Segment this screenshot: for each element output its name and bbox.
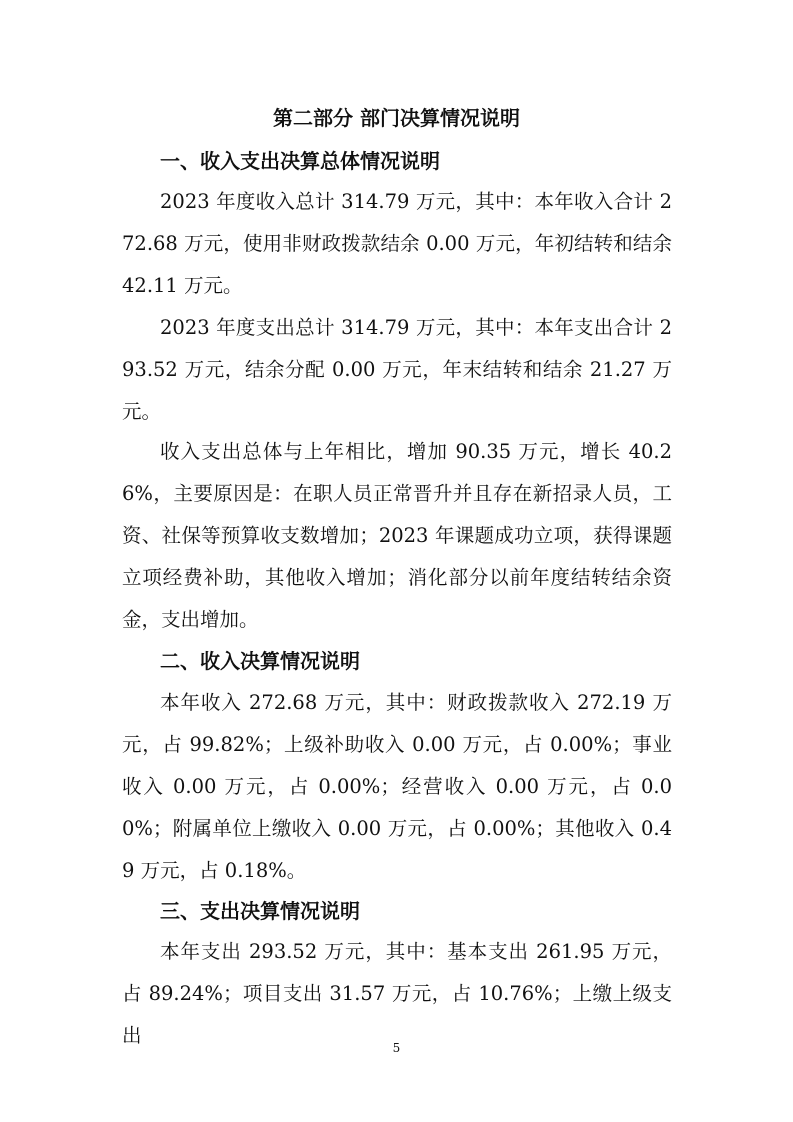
paragraph-income-total: 2023 年度收入总计 314.79 万元，其中：本年收入合计 272.68 万元，使用非财政拨款结余 0.00 万元，年初结转和结余 42.11 万元。 bbox=[122, 190, 672, 297]
section-heading-3: 三、支出决算情况说明 bbox=[160, 899, 360, 923]
section-heading-2: 二、收入决算情况说明 bbox=[160, 649, 360, 673]
paragraph-expense-detail: 本年支出 293.52 万元，其中：基本支出 261.95 万元，占 89.24%；项目支出 31.57 万元，占 10.76%；上缴上级支出 bbox=[122, 940, 672, 1047]
section-heading-1: 一、收入支出决算总体情况说明 bbox=[160, 149, 440, 173]
page-title: 第二部分 部门决算情况说明 bbox=[273, 106, 520, 130]
paragraph-comparison: 收入支出总体与上年相比，增加 90.35 万元，增长 40.26%，主要原因是：在职人员正常晋升并且存在新招录人员，工资、社保等预算收支数增加；2023 年课题成功立项，获得课题立项经费补助，其他收入增加；消化部分以前年度结转结余资金，支出增加。 bbox=[122, 440, 672, 631]
paragraph-income-detail: 本年收入 272.68 万元，其中：财政拨款收入 272.19 万元，占 99.82%；上级补助收入 0.00 万元，占 0.00%；事业收入 0.00 万元，占 0.00%；经营收入 0.00 万元，占 0.00%；附属单位上缴收入 0.00 万元，占 0.00%；其他收入 0.49 万元，占 0.18%。 bbox=[122, 691, 672, 882]
paragraph-expense-total: 2023 年度支出总计 314.79 万元，其中：本年支出合计 293.52 万元，结余分配 0.00 万元，年末结转和结余 21.27 万元。 bbox=[122, 316, 672, 423]
page-number: 5 bbox=[392, 1041, 401, 1055]
